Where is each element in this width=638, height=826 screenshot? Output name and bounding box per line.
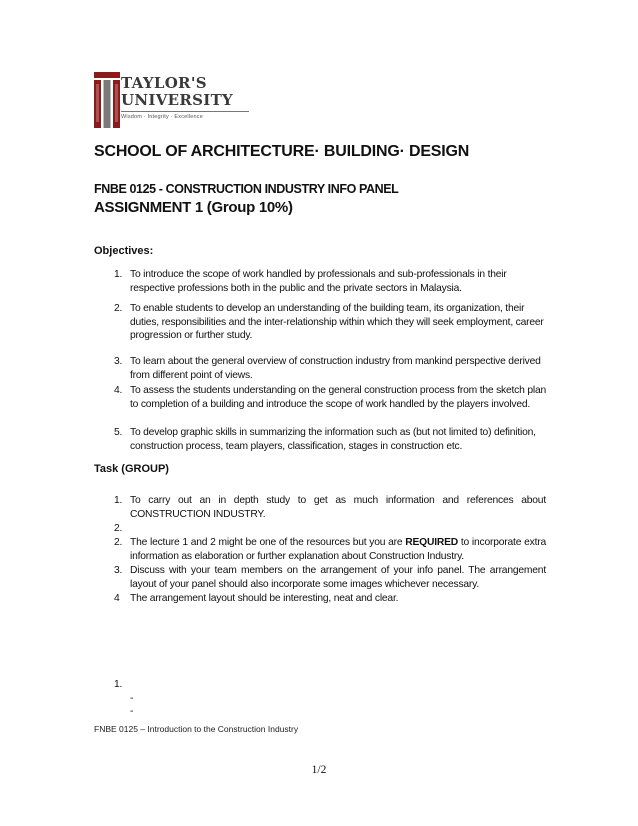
logo-wordmark	[121, 75, 249, 120]
required-emphasis: REQUIRED	[405, 537, 459, 548]
objective-item	[114, 302, 546, 343]
trailing-dash	[114, 692, 546, 706]
page-footer: FNBE 0125 – Introduction to the Construction Industry	[94, 724, 299, 734]
task-item	[114, 494, 546, 521]
list-number: 2.	[114, 523, 123, 534]
page-number: 1/2	[311, 764, 327, 776]
course-title: FNBE 0125 - CONSTRUCTION INDUSTRY INFO PANEL	[94, 182, 399, 196]
task-item	[114, 564, 546, 591]
list-number: 1.	[114, 495, 123, 506]
list-number: 1.	[114, 269, 123, 280]
list-text	[130, 536, 546, 563]
school-title: SCHOOL OF ARCHITECTURE· BUILDING· DESIGN	[94, 143, 470, 160]
list-number: 1.	[114, 679, 123, 690]
task-text-post: to incorporate extra information as elaboration or further explanation about Construction Industry.	[130, 537, 546, 562]
dash-text: -	[130, 706, 134, 717]
dash-text: -	[130, 693, 134, 704]
list-text: To develop graphic skills in summarizing the information such as (but not limited to) definition, construction process, team players, classification, stages in construction etc.	[130, 427, 536, 452]
list-text: To enable students to develop an understanding of the building team, its organization, their duties, responsibilities and the inter-relationship within which they will seek employment, career progression or further study.	[130, 303, 544, 341]
list-text: To carry out an in depth study to get as much information and references about CONSTRUCTION INDUSTRY.	[130, 495, 546, 520]
task-heading: Task (GROUP)	[94, 463, 169, 475]
list-number: 3.	[114, 565, 123, 576]
list-number: 2.	[114, 303, 123, 314]
task-item	[114, 592, 546, 606]
objective-item	[114, 268, 546, 295]
logo-tagline: Wisdom · Integrity · Excellence	[121, 114, 203, 120]
list-text: To assess the students understanding on the general construction process from the sketch plan to completion of a building and introduce the scope of work handled by the players involved.	[130, 385, 546, 410]
logo-line2: UNIVERSITY	[121, 91, 234, 109]
objectives-heading: Objectives:	[94, 245, 154, 257]
list-text: To introduce the scope of work handled by professionals and sub-professionals in their respective professions both in the public and the private sectors in Malaysia.	[130, 269, 507, 294]
logo-line1: TAYLOR'S	[121, 74, 207, 92]
list-number: 5.	[114, 427, 123, 438]
list-number: 2.	[114, 537, 123, 548]
objective-item	[114, 384, 546, 411]
list-text: To learn about the general overview of construction industry from mankind perspective derived from different point of views.	[130, 356, 541, 381]
logo-rule	[121, 111, 249, 112]
objective-item	[114, 426, 546, 453]
trailing-dash	[114, 705, 546, 719]
list-text: The arrangement layout should be interesting, neat and clear.	[130, 593, 399, 604]
list-number: 4.	[114, 385, 123, 396]
list-text: Discuss with your team members on the arrangement of your info panel. The arrangement layout of your panel should also incorporate some images whichever necessary.	[130, 565, 546, 590]
list-number: 3.	[114, 356, 123, 367]
task-item	[114, 536, 546, 563]
assignment-title: ASSIGNMENT 1 (Group 10%)	[94, 199, 293, 216]
university-logo-icon	[94, 72, 120, 128]
list-number: 4	[114, 593, 120, 604]
task-text-pre: The lecture 1 and 2 might be one of the resources but you are	[130, 537, 406, 548]
objective-item	[114, 355, 546, 382]
